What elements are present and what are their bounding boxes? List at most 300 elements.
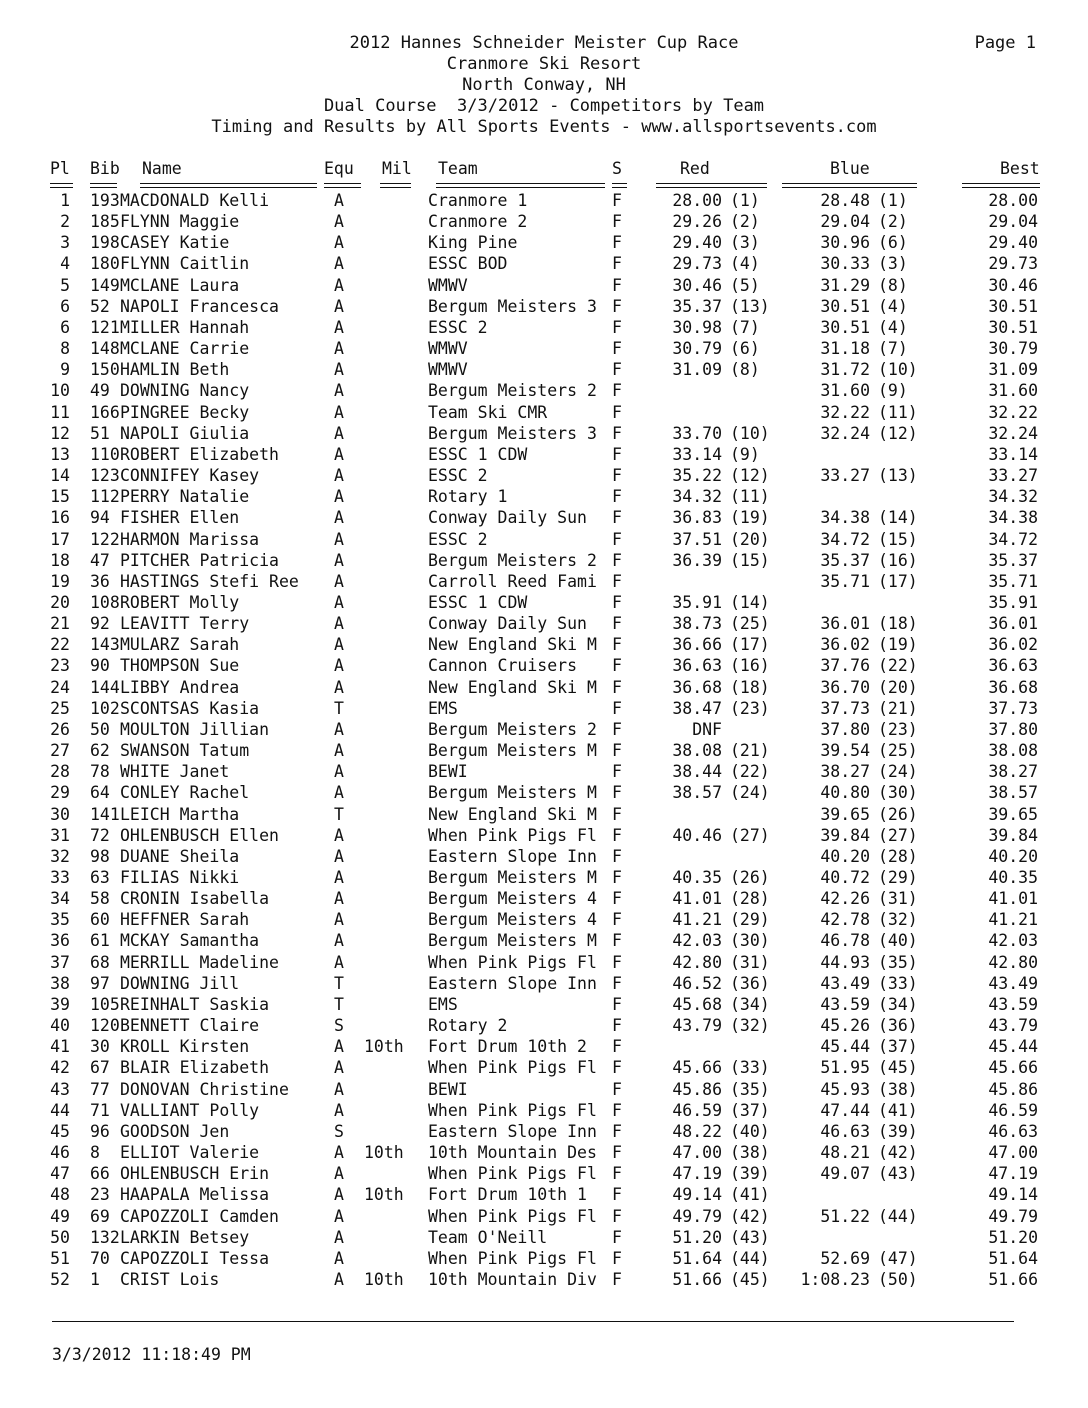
red-rank: (4): [730, 254, 760, 274]
s-cell: F: [612, 1058, 622, 1078]
pl-cell: 49: [50, 1206, 70, 1226]
red-rank: [722, 403, 730, 422]
blue-run-cell: [770, 634, 920, 655]
team-cell: BEWI: [428, 1079, 468, 1099]
table-row: [40, 423, 1040, 444]
equ-cell: A: [334, 1164, 344, 1184]
name-cell: MERRILL Madeline: [120, 952, 279, 972]
pl-cell: 16: [50, 508, 70, 528]
name-cell: HEFFNER Sarah: [120, 910, 250, 930]
blue-time: 40.20: [820, 846, 870, 866]
name-cell: MCLANE Laura: [120, 275, 240, 295]
blue-time: 46.63: [820, 1121, 870, 1141]
team-cell: When Pink Pigs Fl: [428, 1206, 597, 1226]
pl-cell: 50: [50, 1227, 70, 1247]
mil-cell: 10th: [364, 1269, 404, 1289]
blue-time: 31.60: [820, 381, 870, 401]
pl-cell: 23: [50, 656, 70, 676]
red-time: 38.47: [672, 698, 722, 718]
red-run-cell: [630, 804, 770, 825]
pl-cell: 2: [60, 212, 70, 232]
red-run-cell: [630, 1121, 770, 1142]
best-cell: 29.04: [988, 212, 1038, 232]
red-time: 29.40: [672, 233, 722, 253]
table-row: [40, 846, 1040, 867]
blue-rank: (30): [878, 783, 918, 803]
best-cell: 34.32: [988, 487, 1038, 507]
s-cell: F: [612, 973, 622, 993]
blue-run-cell: [770, 1079, 920, 1100]
equ-cell: A: [334, 487, 344, 507]
blue-rank: (34): [878, 994, 918, 1014]
blue-rank: [870, 487, 878, 506]
pl-cell: 19: [50, 571, 70, 591]
pl-cell: 37: [50, 952, 70, 972]
red-run-cell: [630, 507, 770, 528]
bib-cell: 150: [90, 360, 120, 380]
equ-cell: A: [334, 825, 344, 845]
blue-time: 52.69: [820, 1248, 870, 1268]
blue-rank: (42): [878, 1143, 918, 1163]
s-cell: F: [612, 444, 622, 464]
table-row: [40, 465, 1040, 486]
team-cell: Bergum Meisters 4: [428, 889, 597, 909]
red-run-cell: [630, 275, 770, 296]
bib-cell: 62: [90, 741, 110, 761]
pl-cell: 52: [50, 1269, 70, 1289]
mil-cell: [364, 1015, 414, 1036]
table-row: [40, 930, 1040, 951]
blue-run-cell: [770, 296, 920, 317]
team-cell: Cranmore 1: [428, 191, 528, 210]
blue-rank: (36): [878, 1016, 918, 1036]
header-rule: [324, 183, 361, 188]
table-row: [40, 909, 1040, 930]
red-rank: (36): [730, 973, 770, 993]
team-cell: ESSC 2: [428, 317, 488, 337]
best-cell: 51.66: [988, 1269, 1038, 1289]
name-cell: ROBERT Molly: [120, 592, 240, 612]
red-rank: (29): [730, 910, 770, 930]
red-run-cell: [630, 655, 770, 676]
pl-cell: 9: [60, 360, 70, 380]
red-time: 49.14: [672, 1185, 722, 1205]
best-cell: 33.14: [988, 444, 1038, 464]
name-cell: DOWNING Nancy: [120, 381, 250, 401]
mil-cell: [364, 804, 414, 825]
blue-time: 1:08.23: [800, 1269, 870, 1289]
team-cell: Team O'Neill: [428, 1227, 548, 1247]
mil-cell: [364, 1206, 414, 1227]
blue-rank: [870, 1228, 878, 1247]
red-run-cell: [630, 423, 770, 444]
best-cell: 34.38: [988, 508, 1038, 528]
table-row: [40, 888, 1040, 909]
best-cell: 35.37: [988, 550, 1038, 570]
mil-cell: [364, 423, 414, 444]
red-time: 40.46: [672, 825, 722, 845]
s-cell: F: [612, 825, 622, 845]
team-cell: Rotary 2: [428, 1016, 508, 1036]
red-run-cell: [630, 740, 770, 761]
red-time: DNF: [692, 719, 722, 739]
red-run-cell: [630, 909, 770, 930]
equ-cell: A: [334, 614, 344, 634]
name-cell: KROLL Kirsten: [120, 1037, 250, 1057]
mil-cell: [364, 761, 414, 782]
s-cell: F: [612, 423, 622, 443]
mil-cell: [364, 613, 414, 634]
bib-cell: 105: [90, 994, 120, 1014]
table-row: [40, 677, 1040, 698]
equ-cell: A: [334, 402, 344, 422]
pl-cell: 27: [50, 741, 70, 761]
bib-cell: 148: [90, 339, 120, 359]
red-run-cell: [630, 190, 770, 211]
best-cell: 46.63: [988, 1121, 1038, 1141]
red-rank: (8): [730, 360, 760, 380]
name-cell: CASEY Katie: [120, 233, 230, 253]
red-run-cell: [630, 211, 770, 232]
equ-cell: A: [334, 656, 344, 676]
red-run-cell: [630, 338, 770, 359]
best-cell: 40.35: [988, 868, 1038, 887]
name-cell: LIBBY Andrea: [120, 677, 240, 697]
bib-cell: 90: [90, 656, 110, 676]
name-cell: FISHER Ellen: [120, 508, 240, 528]
bib-cell: 166: [90, 402, 120, 422]
team-cell: Bergum Meisters M: [428, 741, 597, 761]
blue-rank: (2): [878, 212, 908, 232]
mil-cell: [364, 402, 414, 423]
red-time: 30.79: [672, 339, 722, 359]
red-run-cell: [630, 677, 770, 698]
s-cell: F: [612, 1227, 622, 1247]
bib-cell: 72: [90, 825, 110, 845]
name-cell: HAAPALA Melissa: [120, 1185, 270, 1205]
red-time: 33.70: [672, 423, 722, 443]
mil-cell: [364, 592, 414, 613]
red-time: 36.66: [672, 635, 722, 655]
name-cell: FILIAS Nikki: [120, 868, 240, 887]
table-row: [40, 1227, 1040, 1248]
blue-run-cell: [770, 592, 920, 613]
bib-cell: 180: [90, 254, 120, 274]
red-run-cell: [630, 359, 770, 380]
blue-rank: (17): [878, 571, 918, 591]
blue-run-cell: [770, 1015, 920, 1036]
blue-run-cell: [770, 613, 920, 634]
best-cell: 30.51: [988, 296, 1038, 316]
table-row: [40, 1100, 1040, 1121]
name-cell: ELLIOT Valerie: [120, 1143, 260, 1163]
name-cell: SWANSON Tatum: [120, 741, 250, 761]
best-cell: 31.60: [988, 381, 1038, 401]
red-time: 31.09: [672, 360, 722, 380]
equ-cell: T: [334, 994, 344, 1014]
s-cell: F: [612, 339, 622, 359]
blue-rank: (11): [878, 402, 918, 422]
table-row: [40, 507, 1040, 528]
s-cell: F: [612, 402, 622, 422]
red-time: 36.83: [672, 508, 722, 528]
red-rank: (38): [730, 1143, 770, 1163]
equ-cell: A: [334, 1227, 344, 1247]
equ-cell: A: [334, 317, 344, 337]
red-rank: (10): [730, 423, 770, 443]
name-cell: MACDONALD Kelli: [120, 191, 270, 210]
red-rank: (43): [730, 1227, 770, 1247]
pl-cell: 25: [50, 698, 70, 718]
table-row: [40, 825, 1040, 846]
table-row: [40, 529, 1040, 550]
blue-time: 34.72: [820, 529, 870, 549]
bib-cell: 47: [90, 550, 110, 570]
blue-time: 47.44: [820, 1100, 870, 1120]
equ-cell: A: [334, 592, 344, 612]
mil-cell: [364, 888, 414, 909]
bib-cell: 1: [90, 1269, 100, 1289]
equ-cell: A: [334, 677, 344, 697]
table-row: [40, 338, 1040, 359]
s-cell: F: [612, 804, 622, 824]
red-time: 33.14: [672, 444, 722, 464]
table-row: [40, 486, 1040, 507]
blue-run-cell: [770, 1142, 920, 1163]
red-time: 28.00: [672, 191, 722, 210]
team-cell: ESSC 1 CDW: [428, 592, 528, 612]
red-rank: (6): [730, 339, 760, 359]
s-cell: F: [612, 994, 622, 1014]
pl-cell: 42: [50, 1058, 70, 1078]
red-rank: (39): [730, 1164, 770, 1184]
s-cell: F: [612, 1164, 622, 1184]
equ-cell: A: [334, 339, 344, 359]
blue-rank: (4): [878, 296, 908, 316]
s-cell: F: [612, 191, 622, 210]
equ-cell: A: [334, 360, 344, 380]
bib-cell: 50: [90, 719, 110, 739]
table-row: [40, 232, 1040, 253]
name-cell: MCLANE Carrie: [120, 339, 250, 359]
red-time: 41.21: [672, 910, 722, 930]
team-cell: New England Ski M: [428, 804, 597, 824]
table-row: [40, 867, 1040, 888]
footer-timestamp: 3/3/2012 11:18:49 PM: [52, 1345, 251, 1364]
mil-cell: [364, 1248, 414, 1269]
red-rank: [722, 572, 730, 591]
table-row: [40, 211, 1040, 232]
bib-cell: 8: [90, 1143, 100, 1163]
blue-time: 51.95: [820, 1058, 870, 1078]
red-run-cell: [630, 232, 770, 253]
col-header-pl: Pl: [50, 159, 70, 179]
bib-cell: 78: [90, 762, 110, 782]
blue-run-cell: [770, 973, 920, 994]
report-header: [0, 33, 1088, 138]
red-rank: (7): [730, 317, 760, 337]
blue-run-cell: [770, 994, 920, 1015]
bib-cell: 49: [90, 381, 110, 401]
red-time: 51.66: [672, 1269, 722, 1289]
s-cell: F: [612, 381, 622, 401]
red-rank: (5): [730, 275, 760, 295]
blue-run-cell: [770, 232, 920, 253]
mil-cell: [364, 232, 414, 253]
header-rule: [380, 183, 411, 188]
red-time: 45.86: [672, 1079, 722, 1099]
blue-rank: (18): [878, 614, 918, 634]
blue-run-cell: [770, 782, 920, 803]
team-cell: New England Ski M: [428, 635, 597, 655]
blue-rank: (35): [878, 952, 918, 972]
name-cell: OHLENBUSCH Ellen: [120, 825, 279, 845]
best-cell: 32.22: [988, 402, 1038, 422]
team-cell: When Pink Pigs Fl: [428, 952, 597, 972]
name-cell: PINGREE Becky: [120, 402, 250, 422]
team-cell: BEWI: [428, 762, 468, 782]
blue-rank: (4): [878, 317, 908, 337]
bib-cell: 70: [90, 1248, 110, 1268]
red-rank: [722, 1037, 730, 1056]
table-row: [40, 1015, 1040, 1036]
pl-cell: 47: [50, 1164, 70, 1184]
bib-cell: 120: [90, 1016, 120, 1036]
table-row: [40, 275, 1040, 296]
table-row: [40, 550, 1040, 571]
blue-time: 40.80: [820, 783, 870, 803]
red-rank: (37): [730, 1100, 770, 1120]
equ-cell: A: [334, 444, 344, 464]
best-cell: 35.71: [988, 571, 1038, 591]
blue-time: 30.96: [820, 233, 870, 253]
team-cell: When Pink Pigs Fl: [428, 1248, 597, 1268]
pl-cell: 43: [50, 1079, 70, 1099]
pl-cell: 46: [50, 1143, 70, 1163]
blue-run-cell: [770, 677, 920, 698]
table-row: [40, 1079, 1040, 1100]
blue-rank: (20): [878, 677, 918, 697]
red-run-cell: [630, 825, 770, 846]
red-rank: (34): [730, 994, 770, 1014]
red-rank: [722, 381, 730, 400]
blue-time: 34.38: [820, 508, 870, 528]
table-row: [40, 1184, 1040, 1205]
blue-run-cell: [770, 211, 920, 232]
table-row: [40, 402, 1040, 423]
red-time: 40.35: [672, 868, 722, 887]
best-cell: 51.64: [988, 1248, 1038, 1268]
name-cell: THOMPSON Sue: [120, 656, 240, 676]
red-time: 42.80: [672, 952, 722, 972]
blue-time: 43.59: [820, 994, 870, 1014]
bib-cell: 102: [90, 698, 120, 718]
red-run-cell: [630, 698, 770, 719]
blue-time: 30.51: [820, 296, 870, 316]
table-row: [40, 253, 1040, 274]
red-rank: (35): [730, 1079, 770, 1099]
best-cell: 36.63: [988, 656, 1038, 676]
bib-cell: 149: [90, 275, 120, 295]
red-run-cell: [630, 444, 770, 465]
equ-cell: A: [334, 466, 344, 486]
red-run-cell: [630, 486, 770, 507]
best-cell: 28.00: [988, 191, 1038, 210]
blue-run-cell: [770, 952, 920, 973]
blue-run-cell: [770, 338, 920, 359]
blue-rank: (15): [878, 529, 918, 549]
name-cell: HARMON Marissa: [120, 529, 260, 549]
bib-cell: 121: [90, 317, 120, 337]
equ-cell: A: [334, 741, 344, 761]
table-row: [40, 761, 1040, 782]
bib-cell: 96: [90, 1121, 110, 1141]
pl-cell: 36: [50, 931, 70, 951]
red-time: 47.00: [672, 1143, 722, 1163]
red-rank: (18): [730, 677, 770, 697]
equ-cell: S: [334, 1121, 344, 1141]
name-cell: LEAVITT Terry: [120, 614, 250, 634]
red-run-cell: [630, 994, 770, 1015]
equ-cell: A: [334, 296, 344, 316]
equ-cell: A: [334, 423, 344, 443]
team-cell: EMS: [428, 698, 458, 718]
pl-cell: 10: [50, 381, 70, 401]
red-rank: (13): [730, 296, 770, 316]
bib-cell: 61: [90, 931, 110, 951]
red-rank: (31): [730, 952, 770, 972]
table-row: [40, 952, 1040, 973]
name-cell: REINHALT Saskia: [120, 994, 270, 1014]
blue-rank: (6): [878, 233, 908, 253]
pl-cell: 33: [50, 868, 70, 887]
bib-cell: 23: [90, 1185, 110, 1205]
page-number: Page 1: [974, 33, 1036, 53]
name-cell: FLYNN Maggie: [120, 212, 240, 232]
best-cell: 42.80: [988, 952, 1038, 972]
best-cell: 30.79: [988, 339, 1038, 359]
blue-rank: (7): [878, 339, 908, 359]
red-rank: (1): [730, 191, 760, 210]
equ-cell: A: [334, 1248, 344, 1268]
mil-cell: [364, 338, 414, 359]
blue-run-cell: [770, 486, 920, 507]
blue-run-cell: [770, 888, 920, 909]
red-time: 49.79: [672, 1206, 722, 1226]
table-row: [40, 1142, 1040, 1163]
best-cell: 41.21: [988, 910, 1038, 930]
blue-run-cell: [770, 846, 920, 867]
blue-time: 35.71: [820, 571, 870, 591]
venue-line: Cranmore Ski Resort: [446, 54, 642, 74]
red-run-cell: [630, 1142, 770, 1163]
best-cell: 30.46: [988, 275, 1038, 295]
blue-time: 51.22: [820, 1206, 870, 1226]
best-cell: 41.01: [988, 889, 1038, 909]
bib-cell: 71: [90, 1100, 110, 1120]
blue-time: 37.80: [820, 719, 870, 739]
red-rank: (44): [730, 1248, 770, 1268]
name-cell: MOULTON Jillian: [120, 719, 270, 739]
red-run-cell: [630, 1079, 770, 1100]
red-time: 35.22: [672, 466, 722, 486]
pl-cell: 31: [50, 825, 70, 845]
header-rule: [656, 183, 767, 188]
team-cell: Rotary 1: [428, 487, 508, 507]
mil-cell: 10th: [364, 1185, 404, 1205]
blue-run-cell: [770, 698, 920, 719]
table-row: [40, 719, 1040, 740]
